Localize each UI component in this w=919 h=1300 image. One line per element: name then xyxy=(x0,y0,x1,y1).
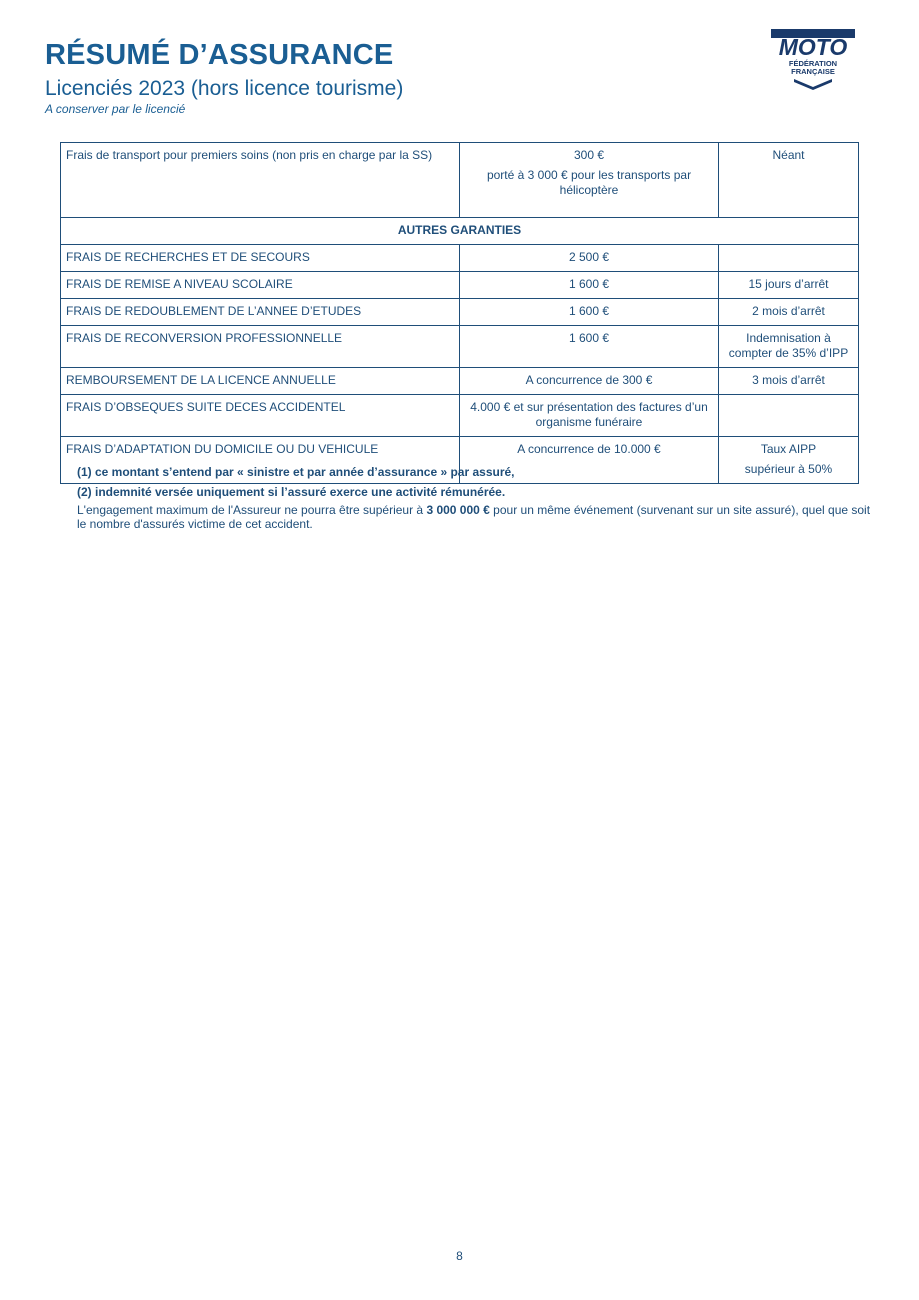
table-cell-label: FRAIS DE RECHERCHES ET DE SECOURS xyxy=(61,245,460,272)
table-cell-amount: 1 600 € xyxy=(460,326,719,368)
table-cell-condition: 3 mois d’arrêt xyxy=(719,368,859,395)
table-cell-condition xyxy=(719,245,859,272)
amount-detail: porté à 3 000 € pour les transports par hélicoptère xyxy=(486,168,692,197)
footnote-1: (1) ce montant s’entend par « sinistre et par année d’assurance » par assuré, xyxy=(77,465,515,479)
page-title: RÉSUMÉ D’ASSURANCE xyxy=(45,39,394,71)
table-row xyxy=(61,299,859,326)
section-title-autres-garanties: AUTRES GARANTIES xyxy=(61,218,859,245)
table-row xyxy=(61,368,859,395)
table-cell-label: FRAIS D’OBSEQUES SUITE DECES ACCIDENTEL xyxy=(61,395,460,437)
table-cell-amount: 2 500 € xyxy=(460,245,719,272)
condition-line: supérieur à 50% xyxy=(744,462,833,476)
footnotes xyxy=(77,465,877,505)
table-cell-label: REMBOURSEMENT DE LA LICENCE ANNUELLE xyxy=(61,368,460,395)
page-note: A conserver par le licencié xyxy=(45,102,186,116)
engagement-text: pour un même événement (survenant sur un site assuré), quel que soit le nombre d'assurés victime de cet accident. xyxy=(77,503,871,532)
table-section-row xyxy=(61,218,859,245)
page-subtitle: Licenciés 2023 (hors licence tourisme) xyxy=(45,77,404,100)
table-cell-amount: 1 600 € xyxy=(460,299,719,326)
condition-line: Taux AIPP xyxy=(760,442,817,456)
engagement-amount: 3 000 000 € xyxy=(426,503,490,517)
table-cell-label: Frais de transport pour premiers soins (non pris en charge par la SS) xyxy=(61,143,460,218)
logo-wordmark: MOTO xyxy=(778,34,848,60)
table-row xyxy=(61,395,859,437)
table-row-transport xyxy=(61,143,859,218)
table-cell-amount: A concurrence de 300 € xyxy=(460,368,719,395)
table-cell-condition: 2 mois d’arrêt xyxy=(719,299,859,326)
engagement-text: L'engagement maximum de l'Assureur ne pourra être supérieur à xyxy=(77,503,427,517)
table-cell-condition: Indemnisation à compter de 35% d’IPP xyxy=(719,326,859,368)
table-cell-label: FRAIS DE RECONVERSION PROFESSIONNELLE xyxy=(61,326,460,368)
table-cell-amount: A concurrence de 10.000 € xyxy=(460,437,719,484)
table-cell-condition xyxy=(719,395,859,437)
table-cell-label: FRAIS D’ADAPTATION DU DOMICILE OU DU VEHICULE xyxy=(61,437,460,484)
logo-text-federation: FÉDÉRATION xyxy=(788,59,838,68)
logo-text-francaise: FRANÇAISE xyxy=(791,67,835,76)
moto-federation-logo xyxy=(768,26,858,92)
table-cell-condition: Néant xyxy=(719,143,859,218)
table-cell-condition: 15 jours d’arrêt xyxy=(719,272,859,299)
insurance-table xyxy=(60,142,859,484)
amount-value: 300 € xyxy=(573,148,605,162)
table-cell-amount: 4.000 € et sur présentation des factures d’un organisme funéraire xyxy=(460,395,719,437)
table-row xyxy=(61,245,859,272)
table-row xyxy=(61,326,859,368)
logo-shield-icon xyxy=(768,26,858,92)
table-cell-amount xyxy=(460,143,719,218)
table-row xyxy=(61,272,859,299)
footnote-2: (2) indemnité versée uniquement si l’assuré exerce une activité rémunérée. xyxy=(77,485,506,499)
table-cell-label: FRAIS DE REMISE A NIVEAU SCOLAIRE xyxy=(61,272,460,299)
engagement-paragraph xyxy=(77,503,877,532)
table-cell-amount: 1 600 € xyxy=(460,272,719,299)
page-number: 8 xyxy=(456,1249,463,1263)
table-cell-label: FRAIS DE REDOUBLEMENT DE L’ANNEE D’ETUDES xyxy=(61,299,460,326)
